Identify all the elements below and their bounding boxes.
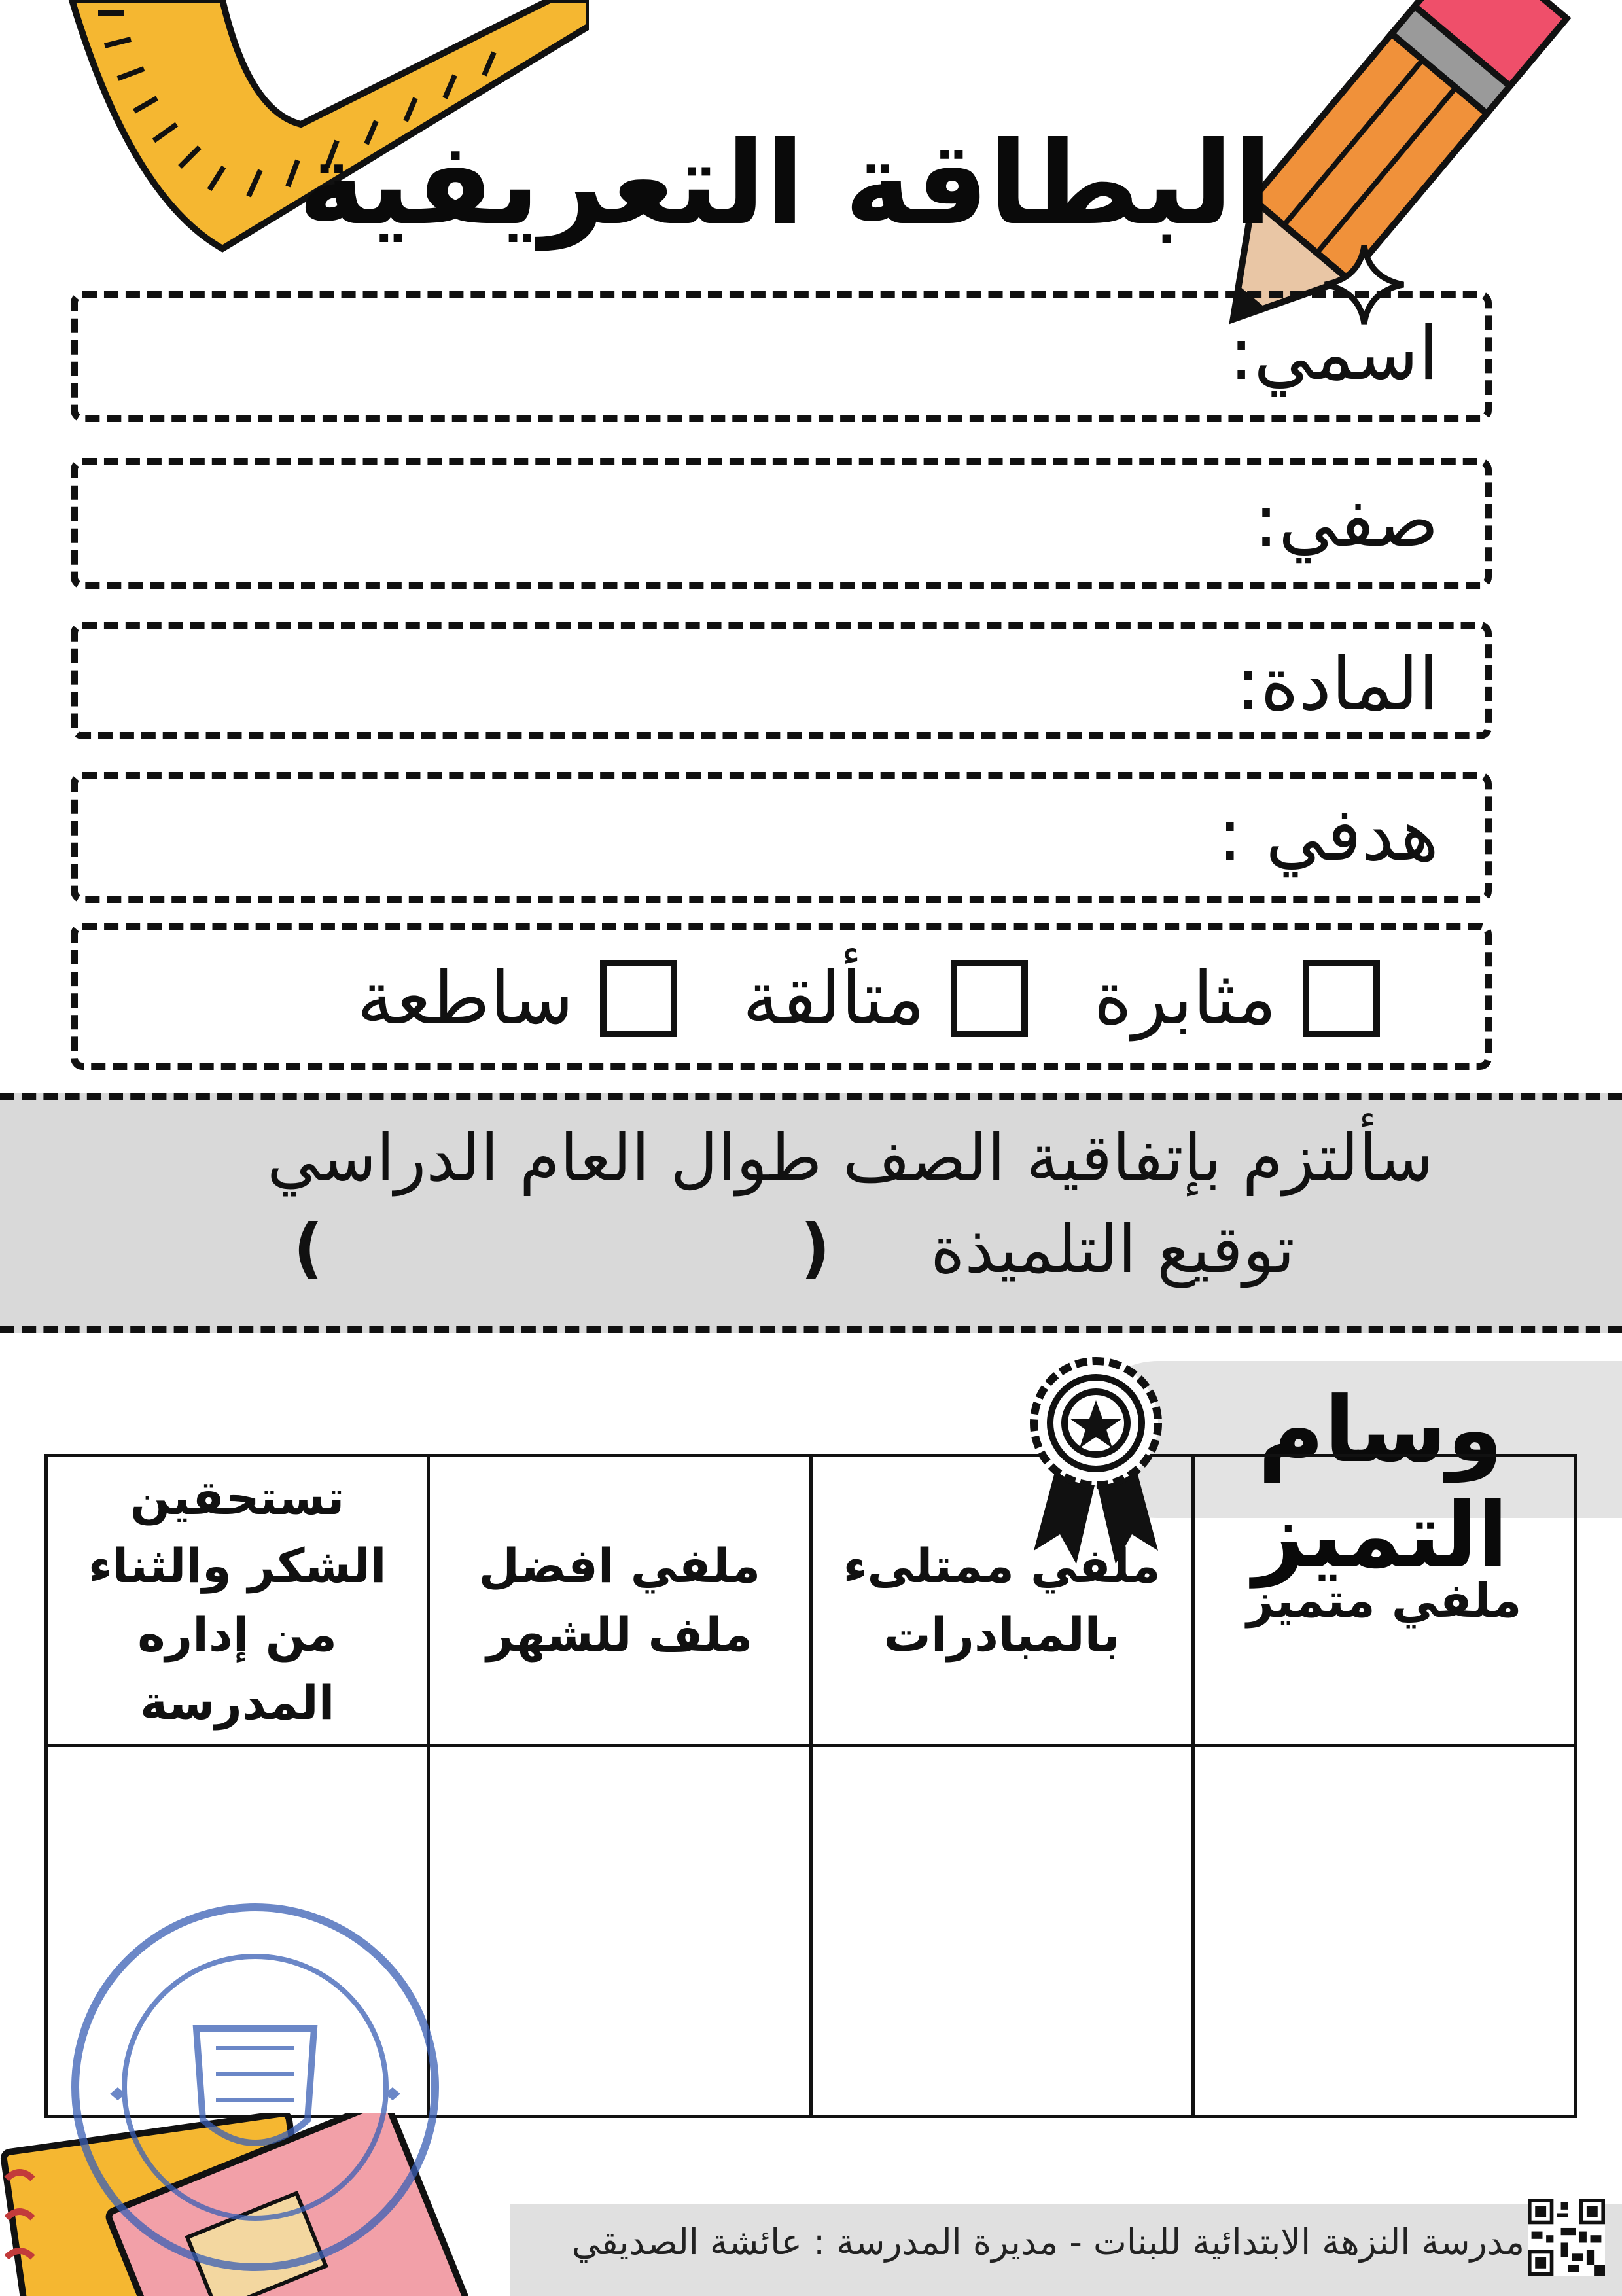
- choice-shining[interactable]: [357, 956, 677, 1041]
- school-stamp: [65, 1898, 445, 2277]
- name-field[interactable]: [71, 291, 1492, 422]
- qr-code-icon[interactable]: [1528, 2199, 1605, 2276]
- name-label: اسمي:: [1229, 311, 1439, 397]
- checkbox-brilliant[interactable]: [951, 960, 1028, 1037]
- traits-choices: [78, 956, 1485, 1041]
- class-label: صفي:: [1254, 478, 1439, 563]
- award-cell[interactable]: [811, 1745, 1193, 2116]
- checkbox-persevering[interactable]: [1303, 960, 1380, 1037]
- signature-open-paren: (: [800, 1210, 830, 1286]
- badge-title: وسام التميز: [1252, 1377, 1509, 1588]
- signature-close-paren: ): [293, 1210, 323, 1286]
- checkbox-shining[interactable]: [600, 960, 677, 1037]
- header-cell: ملفي افضل ملف للشهر: [429, 1456, 811, 1746]
- subject-field[interactable]: [71, 622, 1492, 739]
- traits-field: [71, 923, 1492, 1070]
- student-signature-label: توقيع التلميذة: [930, 1211, 1295, 1288]
- award-medal-icon: [1021, 1354, 1171, 1570]
- table-header-row: [46, 1456, 1576, 1746]
- pledge-band: [0, 1093, 1622, 1333]
- header-cell: ملفي متميز: [1193, 1456, 1575, 1746]
- choice-brilliant[interactable]: [743, 956, 1029, 1041]
- header-cell: تستحقين الشكر والثناء من إداره المدرسة: [46, 1456, 429, 1746]
- goal-label: هدفي :: [1217, 792, 1439, 877]
- award-cell[interactable]: [429, 1745, 811, 2116]
- choice-persevering[interactable]: [1093, 956, 1380, 1041]
- footer-text: مدرسة النزهة الابتدائية للبنات - مديرة المدرسة : عائشة الصديقي: [571, 2221, 1525, 2263]
- page-title: البطاقة التعريفية: [298, 118, 1273, 251]
- goal-field[interactable]: [71, 772, 1492, 903]
- choice-label: ساطعة: [357, 956, 574, 1041]
- choice-label: متألقة: [742, 956, 925, 1041]
- choice-label: مثابرة: [1093, 956, 1277, 1041]
- header-cell: ملفي ممتلىء بالمبادرات: [811, 1456, 1193, 1746]
- class-field[interactable]: [71, 458, 1492, 589]
- award-cell[interactable]: [1193, 1745, 1575, 2116]
- pledge-statement: سألتزم بإتفاقية الصف طوال العام الدراسي: [267, 1120, 1434, 1196]
- subject-label: المادة:: [1235, 642, 1439, 727]
